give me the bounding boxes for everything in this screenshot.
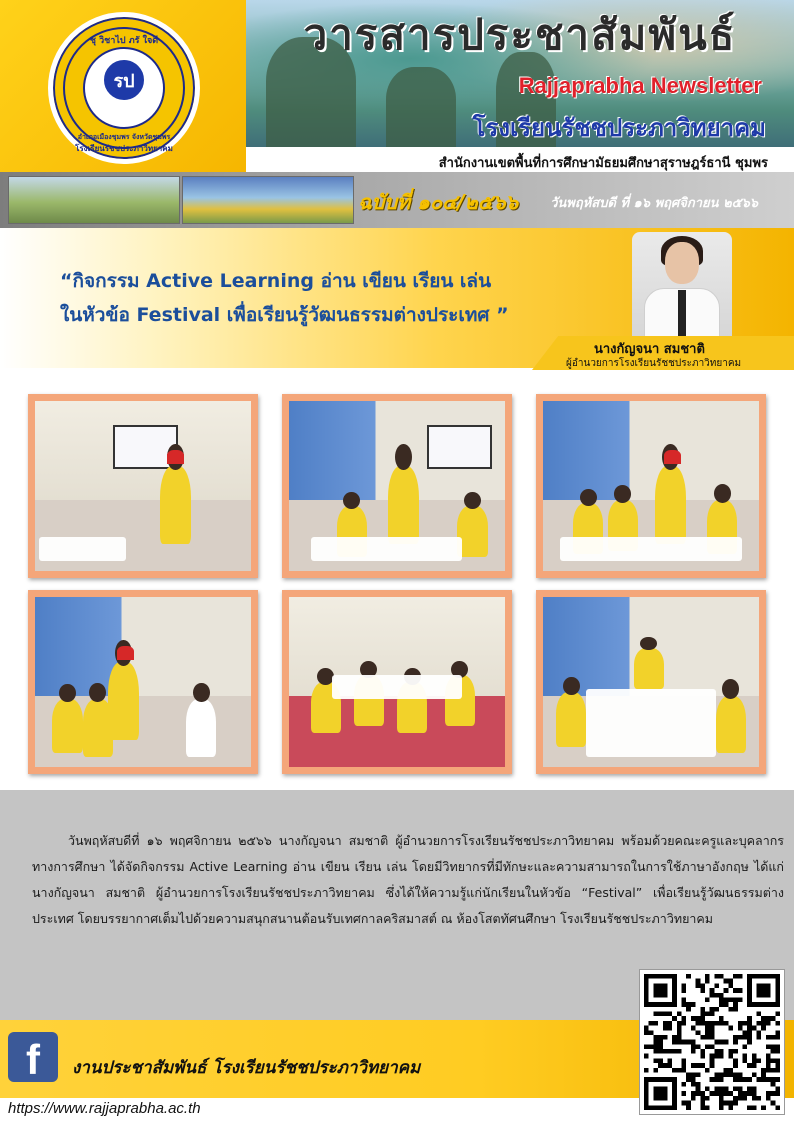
strip-photo [8, 176, 180, 224]
headline [60, 264, 580, 332]
issue-date: วันพฤหัสบดี ที่ ๑๖ พฤศจิกายน ๒๕๖๖ [550, 196, 758, 211]
newsletter-title: วารสารประชาสัมพันธ์ [303, 10, 737, 59]
director-name: นางกัญจนา สมชาติ [594, 342, 705, 357]
logo-school-text: โรงเรียนรัชชประภาวิทยาคม [75, 144, 173, 153]
website-link[interactable]: https://www.rajjaprabha.ac.th [8, 1100, 201, 1117]
banner-cliff [386, 67, 456, 147]
headline-line-2: ในหัวข้อ Festival เพื่อเรียนรู้วัฒนธรรมต่างประเทศ ” [60, 304, 509, 326]
headline-line-1: “กิจกรรม Active Learning อ่าน เขียน เรียน เล่น [60, 270, 492, 292]
strip-photo [182, 176, 354, 224]
logo-top-text: ชุ วิชาไป ภรั ใจดี [89, 36, 159, 46]
activity-photo [28, 590, 258, 774]
masthead-banner [246, 0, 794, 147]
facebook-page-link[interactable]: งานประชาสัมพันธ์ โรงเรียนรัชชประภาวิทยาคม [72, 1058, 421, 1078]
activity-photo [282, 394, 512, 578]
qr-code-graphic [644, 974, 780, 1110]
logo-bottom-text: อำเภอเมืองชุมพร จังหวัดชุมพร [77, 133, 171, 141]
director-photo [632, 232, 732, 338]
article-paragraph: วันพฤหัสบดีที่ ๑๖ พฤศจิกายน ๒๕๖๖ นางกัญจนา สมชาติ ผู้อำนวยการโรงเรียนรัชชประภาวิทยาคม พร้อมด้วยคณะครูและบุคลากรทางการศึกษา ได้จัดกิจกรรม Active Learning อ่าน เขียน เรียน เล่น โดยมีวิทยากรที่มีทักษะและความสามารถในการใช้ภาษาอังกฤษ ได้แก่ นางกัญจนา สมชาติ ผู้อำนวยการโรงเรียนรัชชประภาวิทยาคม ซึ่งได้ให้ความรู้แก่นักเรียนในหัวข้อ “Festival” เพื่อเรียนรู้วัฒนธรรมต่างประเทศ โดยบรรยากาศเต็มไปด้วยความสนุกสนานต้อนรับเทศกาลคริสมาสต์ ณ ห้องโสตทัศนศึกษา โรงเรียนรัชชประภาวิทยาคม [32, 833, 784, 926]
office-name: สำนักงานเขตพื้นที่การศึกษามัธยมศึกษาสุราษฎร์ธานี ชุมพร [246, 147, 794, 172]
issue-strip [0, 172, 794, 228]
facebook-icon[interactable]: f [8, 1032, 58, 1082]
activity-photo [282, 590, 512, 774]
issue-number: ฉบับที่ ๑๐๔/๒๕๖๖ [358, 190, 519, 214]
logo-emblem: รป [101, 57, 147, 103]
school-logo [48, 12, 200, 164]
newsletter-subtitle: Rajjaprabha Newsletter [518, 73, 762, 98]
director-title: ผู้อำนวยการโรงเรียนรัชชประภาวิทยาคม [566, 358, 742, 369]
school-name: โรงเรียนรัชชประภาวิทยาคม [472, 114, 766, 142]
logo-panel [0, 0, 246, 172]
activity-photo [536, 394, 766, 578]
qr-code [640, 970, 784, 1114]
activity-photo [536, 590, 766, 774]
activity-photo [28, 394, 258, 578]
